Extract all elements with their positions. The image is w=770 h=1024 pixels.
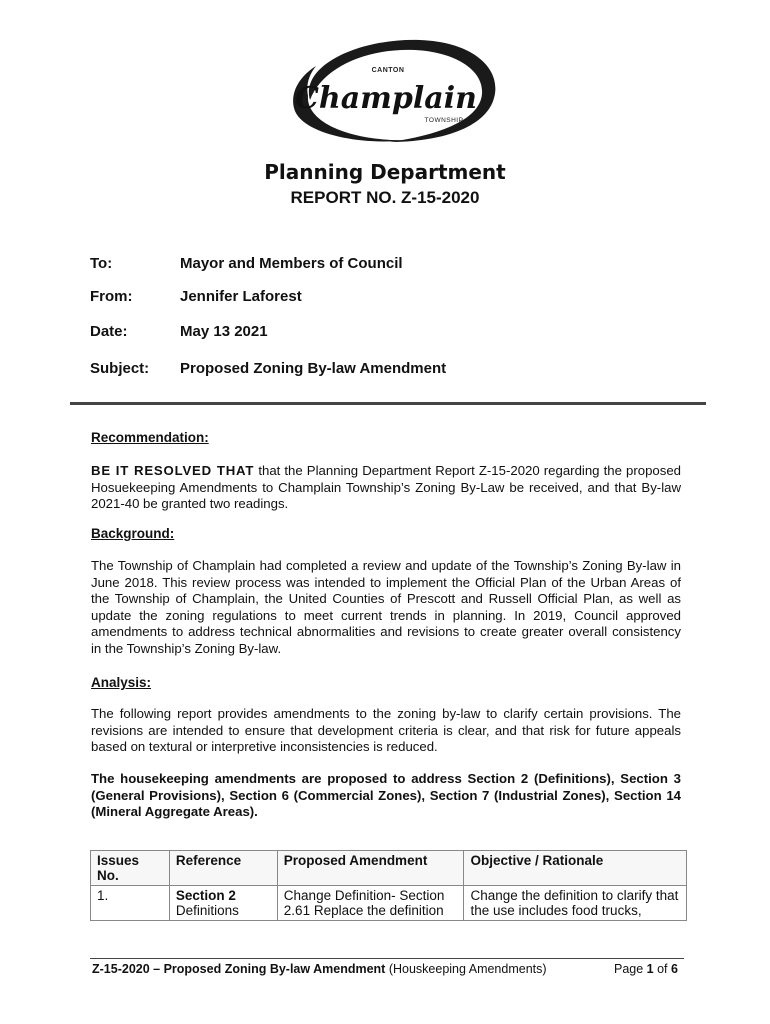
- memo-subject-row: [90, 360, 690, 377]
- department-title: Planning Department: [264, 160, 506, 184]
- table-header-row: [91, 851, 687, 886]
- footer-divider: [90, 958, 684, 959]
- logo-graphic: [270, 30, 506, 150]
- memo-date-row: [90, 323, 690, 340]
- memo-from-value: Jennifer Laforest: [180, 288, 302, 305]
- header-objective: Objective / Rationale: [464, 851, 687, 886]
- memo-subject-value: Proposed Zoning By-law Amendment: [180, 360, 447, 377]
- page-mid: of: [653, 962, 671, 976]
- memo-to-value: Mayor and Members of Council: [180, 255, 403, 272]
- analysis-paragraph: The following report provides amendments to the zoning by-law to clarify certain provisions. The revisions are intended to ensure that development criteria is clear, and that risk for future appeals based on textural or interpretive inconsistencies is reduced.: [91, 706, 681, 755]
- page-total: 6: [671, 962, 678, 976]
- footer-document-name: [92, 962, 547, 976]
- logo-main-text: Champlain: [295, 81, 477, 116]
- reference-title: Section 2: [175, 888, 236, 903]
- cell-issue: 1.: [91, 886, 170, 921]
- analysis-bold-paragraph: The housekeeping amendments are proposed to address Section 2 (Definitions), Section 3 (General Provisions), Section 6 (Commercial Zones), Section 7 (Industrial Zones), Section 14 (Mineral Aggregate Areas).: [91, 771, 681, 820]
- header-reference: Reference: [169, 851, 277, 886]
- recommendation-lead: BE IT RESOLVED THAT: [91, 463, 255, 478]
- report-number: REPORT NO. Z-15-2020: [290, 188, 480, 207]
- cell-amendment: Change Definition- Section 2.61 Replace the definition: [277, 886, 464, 921]
- table-row: [91, 886, 687, 921]
- reference-sub: Definitions: [175, 903, 239, 918]
- footer-page-number: [614, 962, 678, 976]
- header-issues: Issues No.: [91, 851, 170, 886]
- memo-date-label: Date:: [90, 323, 128, 340]
- memo-to-row: [90, 255, 690, 272]
- logo-bottom-text: TOWNSHIP: [424, 117, 464, 124]
- footer-doc-bold: Z-15-2020 – Proposed Zoning By-law Amendment: [92, 962, 386, 976]
- memo-from-label: From:: [90, 288, 133, 305]
- recommendation-paragraph: [91, 463, 681, 513]
- memo-subject-label: Subject:: [90, 360, 150, 377]
- memo-from-row: [90, 288, 690, 305]
- memo-to-label: To:: [90, 255, 113, 272]
- page-current: 1: [646, 962, 654, 976]
- page-prefix: Page: [614, 962, 647, 976]
- background-paragraph: The Township of Champlain had completed a review and update of the Township’s Zoning By-law in June 2018. This review process was intended to implement the Official Plan of the Urban Areas of the Township of Champlain, the United Counties of Prescott and Russell Official Plan, as well as update the zoning regulations to meet current trends in planning. In 2019, Council approved amendments to address technical abnormalities and revisions to create greater overall consistency in the Township’s Zoning By-law.: [91, 558, 681, 656]
- cell-reference: [169, 886, 277, 921]
- amendments-table: [90, 850, 687, 921]
- recommendation-heading: Recommendation:: [91, 430, 209, 445]
- recommendation-body: that the Planning Department Report Z-15-2020 regarding the proposed Hosuekeeping Amendments to Champlain Township’s Zoning By-Law be received, and that By-law 2021-40 be granted two readings.: [91, 463, 681, 512]
- footer-doc-rest: (Houskeeping Amendments): [385, 962, 547, 976]
- cell-rationale: Change the definition to clarify that the use includes food trucks,: [464, 886, 687, 921]
- logo-top-text: CANTON: [371, 67, 405, 74]
- champlain-township-logo: [270, 30, 506, 150]
- header-proposed-amendment: Proposed Amendment: [277, 851, 464, 886]
- background-heading: Background:: [91, 526, 175, 541]
- header-divider: [70, 402, 706, 405]
- memo-date-value: May 13 2021: [180, 323, 268, 340]
- analysis-heading: Analysis:: [91, 675, 152, 690]
